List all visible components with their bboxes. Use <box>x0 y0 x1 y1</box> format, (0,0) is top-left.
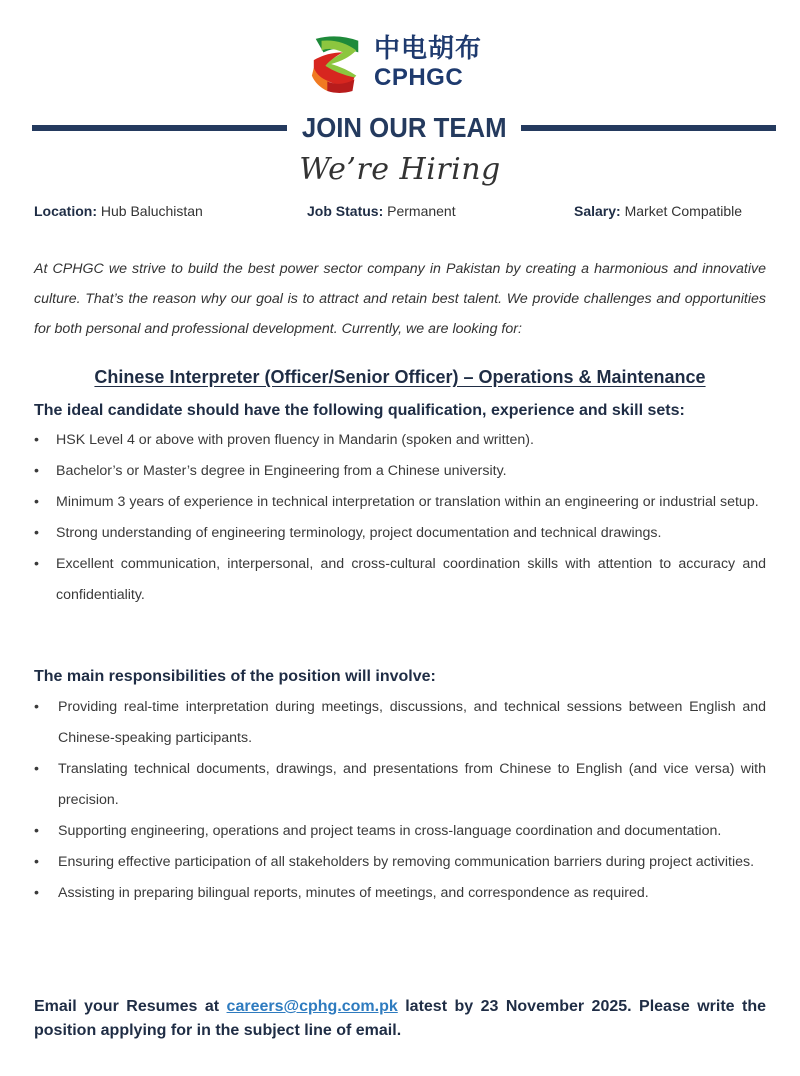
salary-info <box>574 203 742 219</box>
salary-label: Salary: <box>574 203 621 219</box>
list-item <box>34 518 766 549</box>
job-status-info <box>307 203 456 219</box>
list-item <box>34 425 766 456</box>
list-item <box>34 878 766 909</box>
location-label: Location: <box>34 203 97 219</box>
bullet-icon: • <box>34 525 39 541</box>
job-title: Chinese Interpreter (Officer/Senior Officer) – Operations & Maintenance <box>94 367 706 387</box>
banner-line-left <box>32 125 287 131</box>
qualifications-list <box>34 425 766 611</box>
list-item-text: Ensuring effective participation of all stakeholders by removing communication barriers during project activities. <box>58 854 755 870</box>
bullet-icon: • <box>34 885 39 901</box>
intro-paragraph: At CPHGC we strive to build the best power sector company in Pakistan by creating a harmonious and innovative culture. That’s the reason why our goal is to attract and retain best talent. We provide challenges and opportunities for both personal and professional development. Currently, we are looking for: <box>34 261 766 337</box>
footer-prefix: Email your Resumes at <box>34 998 227 1015</box>
bullet-icon: • <box>34 761 39 777</box>
join-banner <box>32 110 776 146</box>
cphgc-logo-icon <box>308 30 366 96</box>
list-item <box>34 456 766 487</box>
list-item <box>34 816 766 847</box>
careers-email-link[interactable]: careers@cphg.com.pk <box>226 998 398 1015</box>
list-item-text: Bachelor’s or Master’s degree in Engineering from a Chinese university. <box>56 463 507 479</box>
salary-value: Market Compatible <box>620 203 743 219</box>
banner-line-right <box>521 125 776 131</box>
list-item <box>34 692 766 754</box>
list-item-text: Minimum 3 years of experience in technical interpretation or translation within an engineering or industrial setup. <box>56 494 759 510</box>
location-info <box>34 203 203 219</box>
bullet-icon: • <box>34 556 39 572</box>
list-item-text: Providing real-time interpretation during meetings, discussions, and technical sessions between English and Chinese-speaking participants. <box>58 699 766 746</box>
bullet-icon: • <box>34 494 39 510</box>
banner-title: JOIN OUR TEAM <box>301 112 507 143</box>
bullet-icon: • <box>34 699 39 715</box>
application-instructions <box>34 995 766 1043</box>
hiring-subtitle: We’re Hiring <box>299 152 501 187</box>
bullet-icon: • <box>34 432 39 448</box>
qualifications-heading: The ideal candidate should have the following qualification, experience and skill sets: <box>34 402 685 419</box>
list-item <box>34 754 766 816</box>
logo-chinese-name: 中电胡布 <box>374 34 483 64</box>
responsibilities-list <box>34 692 766 909</box>
list-item <box>34 487 766 518</box>
list-item-text: HSK Level 4 or above with proven fluency in Mandarin (spoken and written). <box>56 432 534 448</box>
list-item-text: Assisting in preparing bilingual reports, minutes of meetings, and correspondence as required. <box>58 885 649 901</box>
logo-english-name: CPHGC <box>374 64 464 91</box>
location-value: Hub Baluchistan <box>97 203 203 219</box>
responsibilities-heading: The main responsibilities of the position will involve: <box>34 668 436 685</box>
list-item <box>34 847 766 878</box>
list-item-text: Strong understanding of engineering terminology, project documentation and technical drawings. <box>56 525 662 541</box>
list-item-text: Excellent communication, interpersonal, and cross-cultural coordination skills with attention to accuracy and confidentiality. <box>56 556 766 603</box>
job-status-value: Permanent <box>383 203 456 219</box>
list-item-text: Supporting engineering, operations and project teams in cross-language coordination and documentation. <box>58 823 722 839</box>
bullet-icon: • <box>34 854 39 870</box>
list-item <box>34 549 766 611</box>
bullet-icon: • <box>34 463 39 479</box>
job-status-label: Job Status: <box>307 203 384 219</box>
bullet-icon: • <box>34 823 39 839</box>
footer-suffix: latest by 23 November 2025. Please write the position applying for in the subject line of email. <box>34 998 767 1039</box>
list-item-text: Translating technical documents, drawings, and presentations from Chinese to English (and vice versa) with precision. <box>58 761 766 808</box>
company-logo <box>308 28 508 98</box>
